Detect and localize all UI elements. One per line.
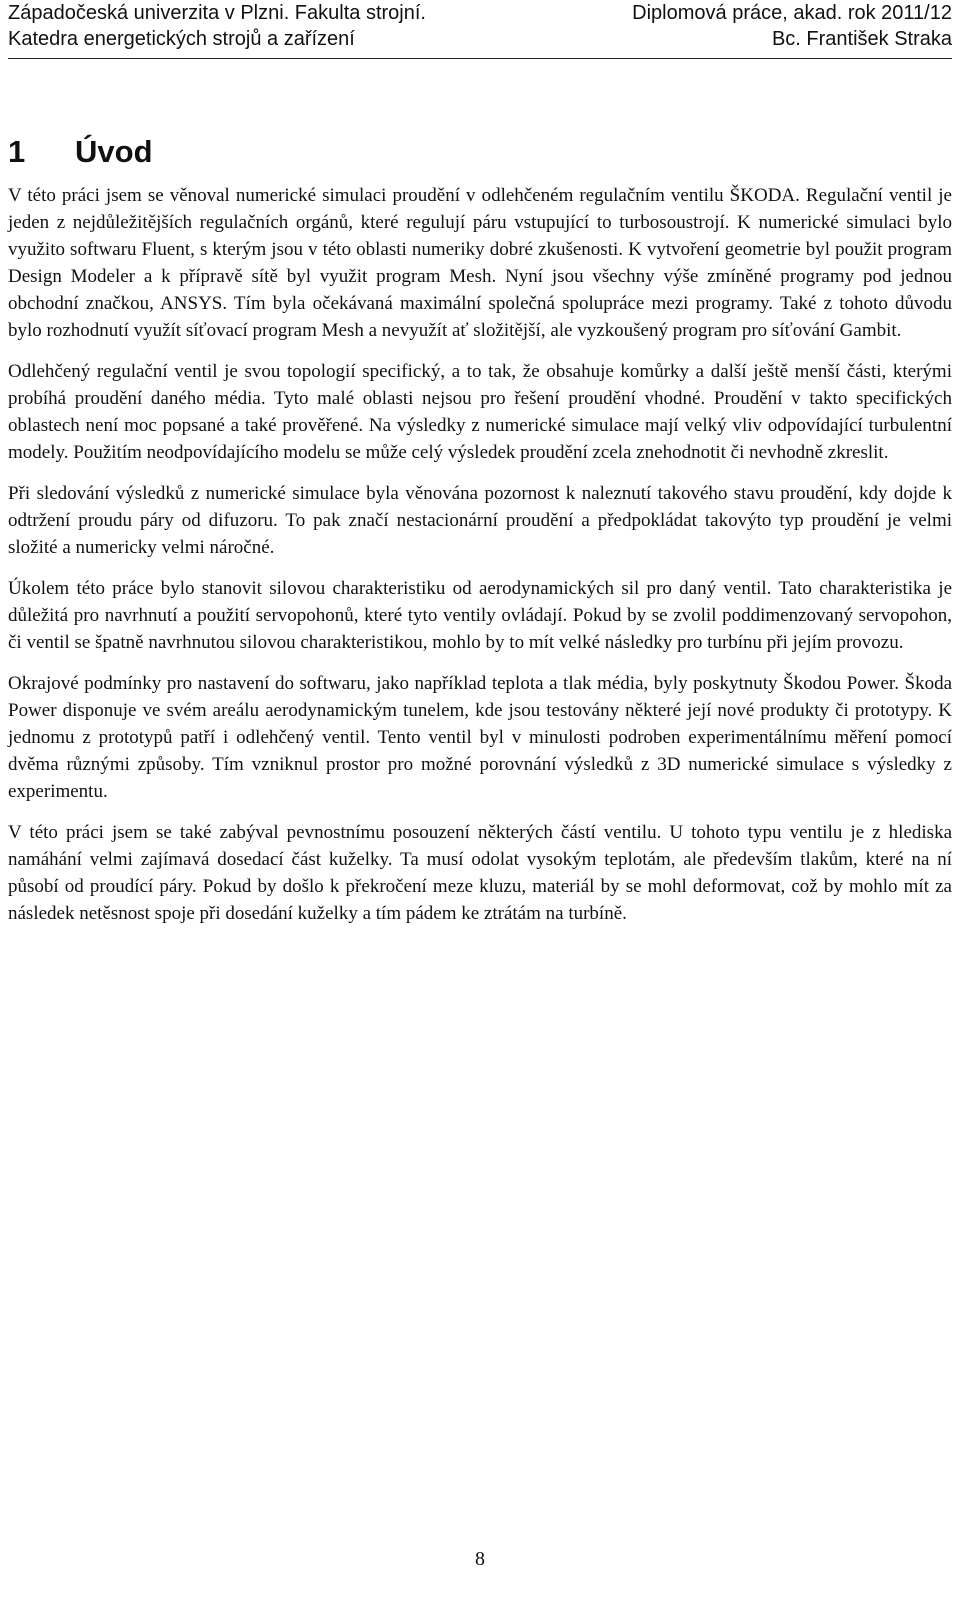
header-thesis-info: Diplomová práce, akad. rok 2011/12	[632, 2, 952, 24]
chapter-number: 1	[8, 134, 26, 169]
page-number: 8	[475, 1548, 485, 1570]
header-row-top	[8, 0, 952, 26]
page-header	[8, 0, 952, 59]
paragraph-4: Úkolem této práce bylo stanovit silovou charakteristiku od aerodynamických sil pro daný ventil. Tato charakteristika je důležitá pro navrhnutí a použití servopohonů, které tyto ventily ovládají. Pokud by se zvolil poddimenzovaný servopohon, či ventil se špatně navrhnutou silovou charakteristikou, mohlo by to mít velké následky pro turbínu při jejím provozu.	[8, 578, 952, 653]
paragraph-1: V této práci jsem se věnoval numerické simulaci proudění v odlehčeném regulačním ventilu ŠKODA. Regulační ventil je jeden z nejdůležitějších regulačních orgánů, které regulují páru vstupující to turbosoustrojí. K numerické simulaci bylo využito softwaru Fluent, s kterým jsou v této oblasti numeriky dobré zkušenosti. K vytvoření geometrie byl použit program Design Modeler a k přípravě sítě byl využit program Mesh. Nyní jsou všechny výše zmíněné programy pod jednou obchodní značkou, ANSYS. Tím byla očekávaná maximální společná spolupráce mezi programy. Také z tohoto důvodu bylo rozhodnutí využít síťovací program Mesh a nevyužít ať složitější, ale vyzkoušený program pro síťování Gambit.	[8, 185, 952, 341]
paragraph-2: Odlehčený regulační ventil je svou topologií specifický, a to tak, že obsahuje komůrky a další ještě menší části, kterými probíhá proudění daného média. Tyto malé oblasti nejsou pro řešení proudění vhodné. Proudění v takto specifických oblastech není moc popsané a také prověřené. Na výsledky z numerické simulace mají velký vliv odpovídající turbulentní modely. Použitím neodpovídajícího modelu se může celý výsledek proudění zcela znehodnotit či nevhodně zkreslit.	[8, 361, 952, 463]
chapter-title: Úvod	[75, 134, 153, 169]
body-text	[8, 182, 952, 941]
header-row-bottom	[8, 26, 952, 52]
header-author: Bc. František Straka	[771, 28, 952, 50]
chapter-heading	[8, 132, 153, 172]
paragraph-3: Při sledování výsledků z numerické simulace byla věnována pozornost k naleznutí takového stavu proudění, kdy dojde k odtržení proudu páry od difuzoru. To pak značí nestacionární proudění a předpokládat takovýto typ proudění je velmi složité a numericky velmi náročné.	[8, 483, 952, 558]
paragraph-6: V této práci jsem se také zabýval pevnostnímu posouzení některých částí ventilu. U tohoto typu ventilu je z hlediska namáhání velmi zajímavá dosedací část kuželky. Ta musí odolat vysokým teplotám, ale především tlakům, které na ní působí od proudící páry. Pokud by došlo k překročení meze kluzu, materiál by se mohl deformovat, což by mohlo mít za následek netěsnost spoje při dosedání kuželky a tím pádem ke ztrátám na turbíně.	[8, 822, 952, 924]
paragraph-5: Okrajové podmínky pro nastavení do softwaru, jako například teplota a tlak média, byly poskytnuty Škodou Power. Škoda Power disponuje ve svém areálu aerodynamickým tunelem, kde jsou testovány některé její nové produkty či prototypy. K jednomu z prototypů patří i odlehčený ventil. Tento ventil byl v minulosti podroben experimentálnímu měření pomocí dvěma různými způsoby. Tím vzniknul prostor pro možné porovnání výsledků z 3D numerické simulace s výsledky z experimentu.	[8, 673, 952, 802]
header-department: Katedra energetických strojů a zařízení	[8, 28, 355, 50]
header-university: Západočeská univerzita v Plzni. Fakulta strojní.	[8, 2, 426, 24]
